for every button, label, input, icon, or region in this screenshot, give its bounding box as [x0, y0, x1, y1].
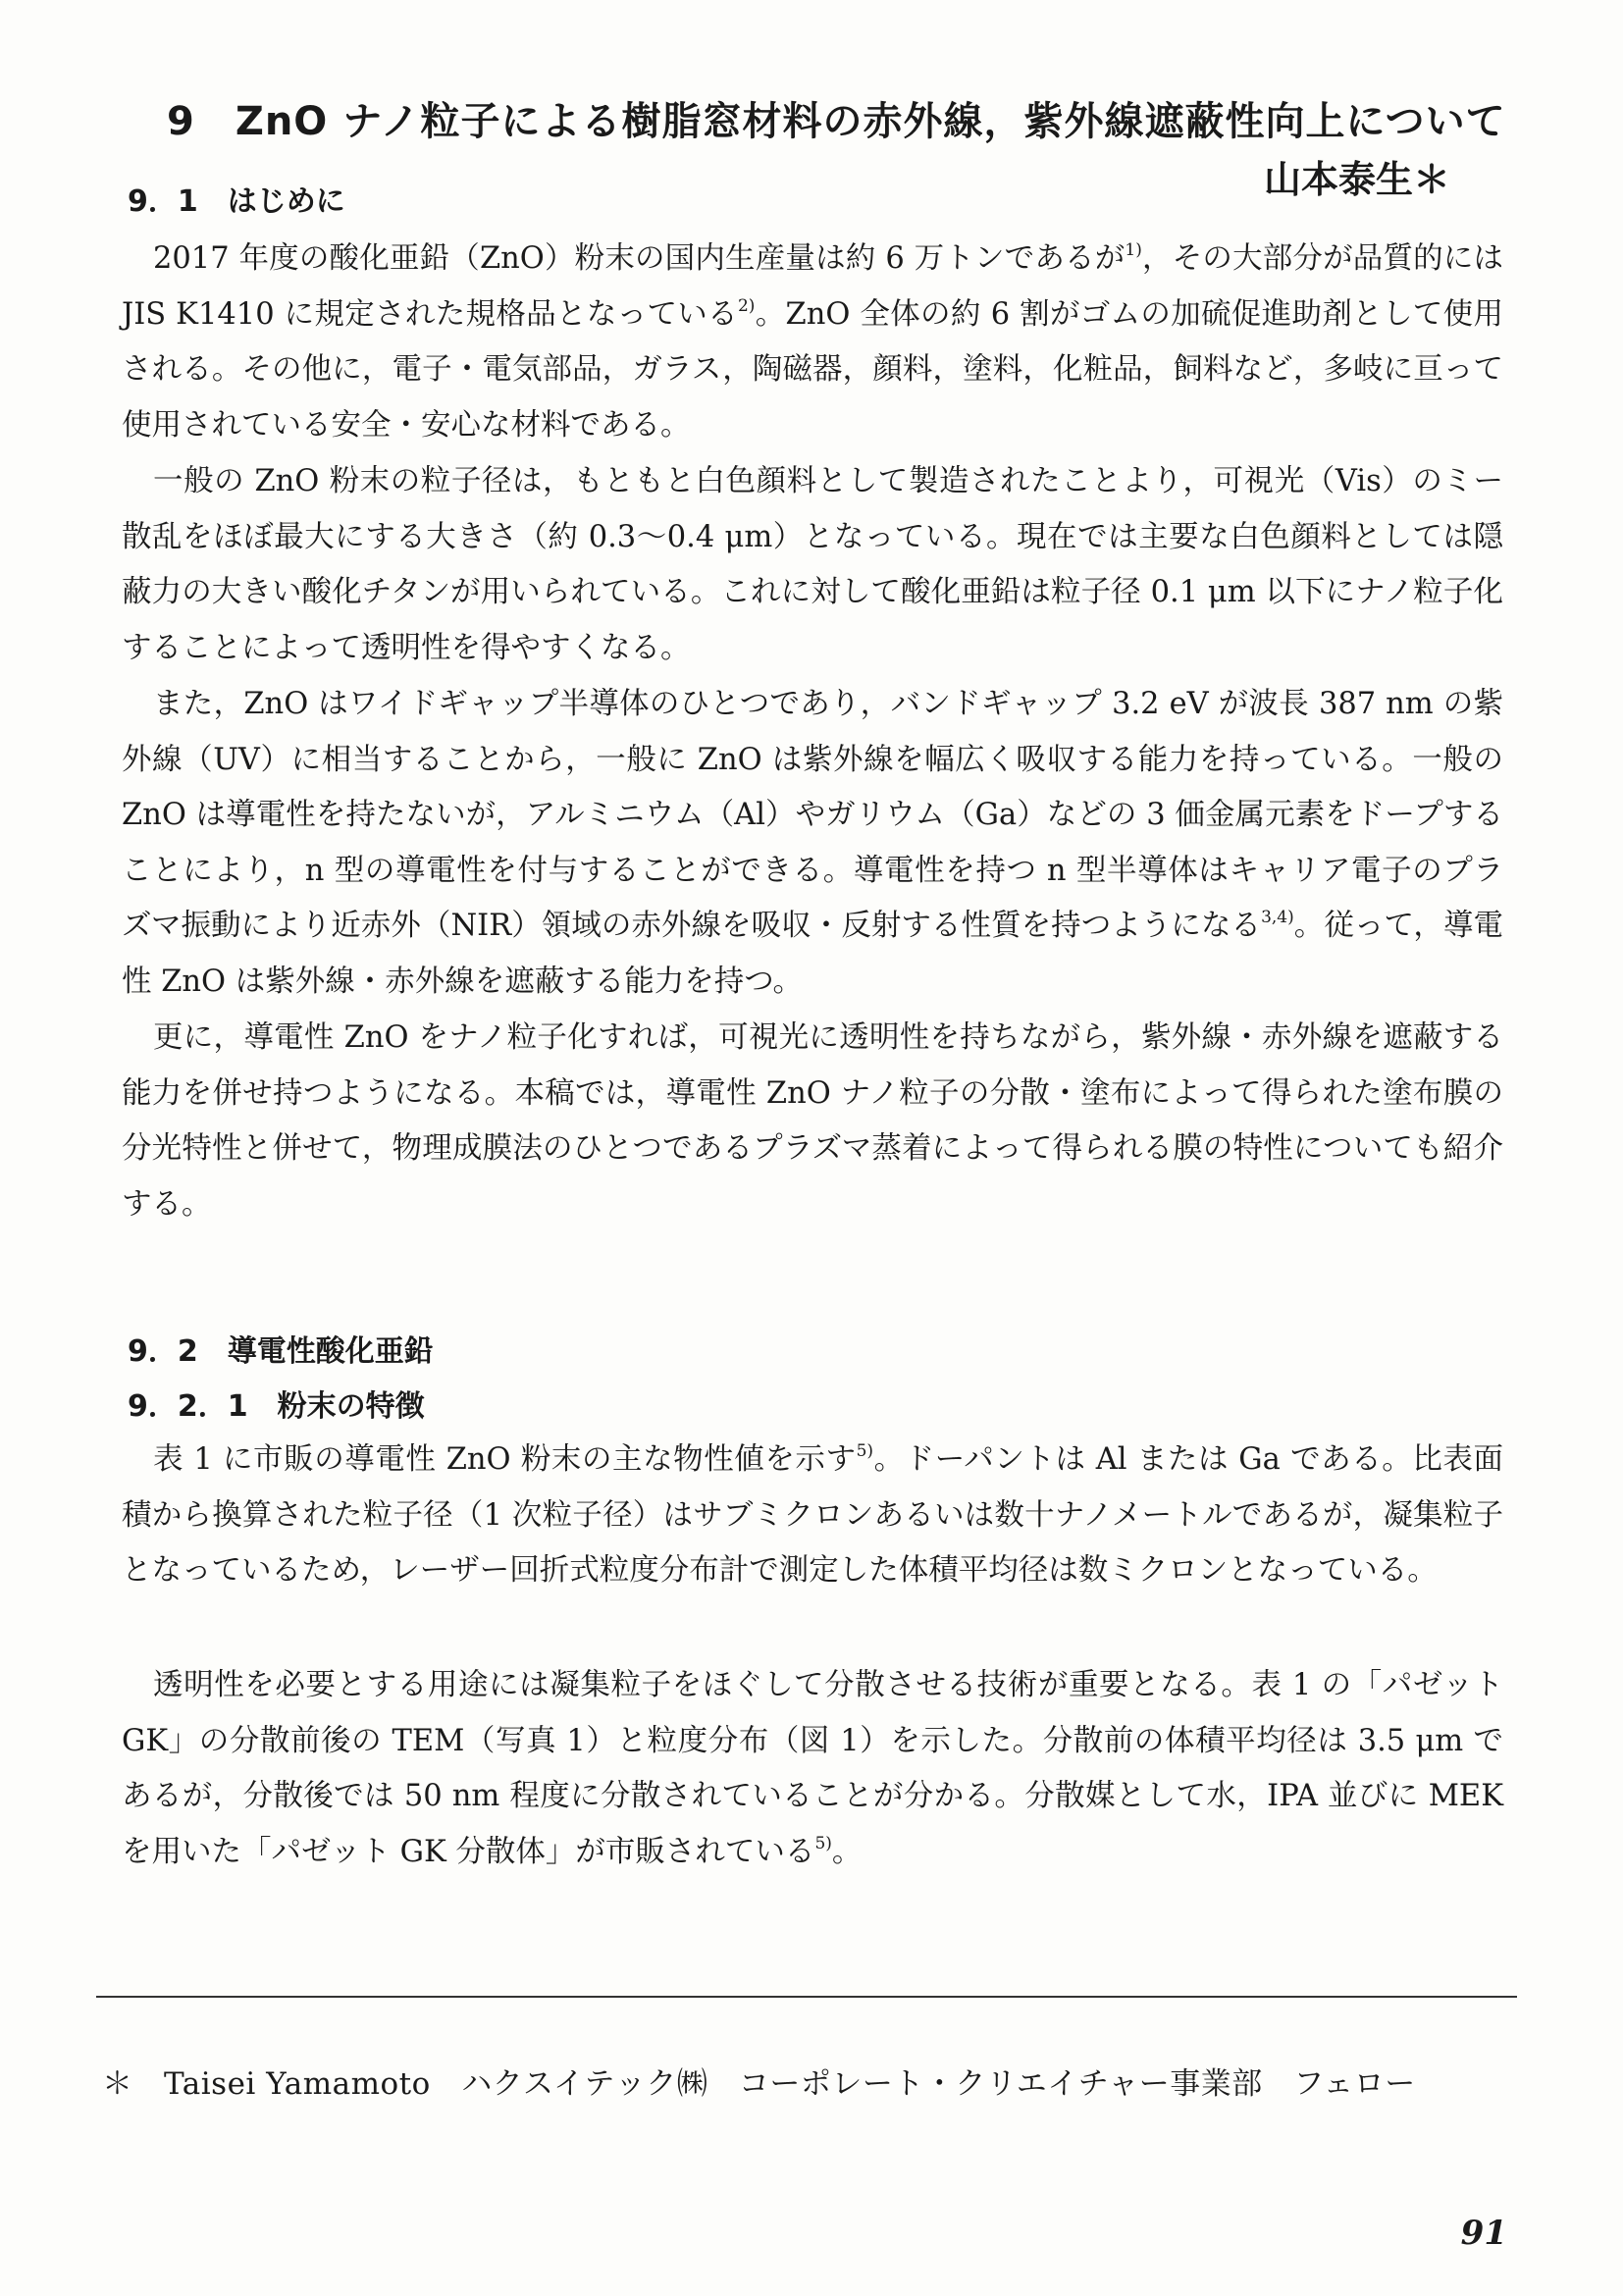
footnote-divider [96, 1996, 1517, 1998]
text-segment: 。従って，導電性 ZnO は紫外線・赤外線を遮蔽する能力を持つ。 [122, 909, 1503, 999]
reference-marker: 1) [1125, 240, 1142, 260]
powder-paragraph-1 [122, 1433, 1503, 1599]
author-footnote: ＊ Taisei Yamamoto ハクスイテック㈱ コーポレート・クリエイチャー事業部 フェロー [102, 2066, 1416, 2102]
text-segment: 。ZnO 全体の約 6 割がゴムの加硫促進助剤として使用される。その他に，電子・電気部品，ガラス，陶磁器，顔料，塗料，化粧品，飼料など，多岐に亘って使用されている安全・安心な材料である。 [122, 296, 1503, 443]
section-heading-intro: 9．1 はじめに [128, 184, 345, 219]
text-segment: 表 1 に市販の導電性 ZnO 粉末の主な物性値を示す [153, 1442, 857, 1477]
author-name: 山本泰生＊ [1263, 157, 1450, 201]
reference-marker: 2) [737, 295, 756, 316]
chapter-title: 9 ZnO ナノ粒子による樹脂窓材料の赤外線，紫外線遮蔽性向上について [167, 99, 1506, 144]
subsection-heading-powder: 9．2．1 粉末の特徴 [128, 1389, 425, 1424]
intro-paragraph-1 [122, 232, 1503, 453]
reference-marker: 3,4) [1261, 908, 1294, 927]
text-segment: また，ZnO はワイドギャップ半導体のひとつであり，バンドギャップ 3.2 eV が波長 387 nm の紫外線（UV）に相当することから，一般に ZnO は紫外線を幅広く吸収する能力を持っている。一般の ZnO は導電性を持たないが，アルミニウム（Al）やガリウム（Ga）などの 3 価金属元素をドープすることにより，n 型の導電性を付与することができる。導電性を持つ n 型半導体はキャリア電子のプラズマ振動により近赤外（NIR）領域の赤外線を吸収・反射する性質を持つようになる [122, 687, 1503, 943]
text-segment: 。ドーパントは Al または Ga である。比表面積から換算された粒子径（1 次粒子径）はサブミクロンあるいは数十ナノメートルであるが，凝集粒子となっているため，レーザー回折式粒度分布計で測定した体積平均径は数ミクロンとなっている。 [122, 1442, 1503, 1588]
text-segment: 透明性を必要とする用途には凝集粒子をほぐして分散させる技術が重要となる。表 1 の「パゼット GK」の分散前後の TEM（写真 1）と粒度分布（図 1）を示した。分散前の体積平均径は 3.5 μm であるが，分散後では 50 nm 程度に分散されていることが分かる。分散媒として水，IPA 並びに MEK を用いた「パゼット GK 分散体」が市販されている [122, 1668, 1503, 1869]
powder-paragraph-2 [122, 1658, 1503, 1880]
text-segment: 2017 年度の酸化亜鉛（ZnO）粉末の国内生産量は約 6 万トンであるが [153, 241, 1126, 276]
intro-paragraph-4: 更に，導電性 ZnO をナノ粒子化すれば，可視光に透明性を持ちながら，紫外線・赤外線を遮蔽する能力を併せ持つようになる。本稿では，導電性 ZnO ナノ粒子の分散・塗布によって得られた塗布膜の分光特性と併せて，物理成膜法のひとつであるプラズマ蒸着によって得られる膜の特性についても紹介する。 [122, 1020, 1503, 1222]
text-segment: ，その大部分が品質的には JIS K1410 に規定された規格品となっている [122, 241, 1503, 332]
page-number: 91 [1460, 2214, 1507, 2253]
reference-marker: 5) [814, 1833, 832, 1853]
intro-paragraph-3 [122, 677, 1503, 1010]
reference-marker: 5) [856, 1441, 874, 1461]
section-heading-conductive-zno: 9．2 導電性酸化亜鉛 [128, 1334, 434, 1369]
intro-paragraph-2: 一般の ZnO 粉末の粒子径は，もともと白色顔料として製造されたことより，可視光（Vis）のミー散乱をほぼ最大にする大きさ（約 0.3〜0.4 μm）となっている。現在では主要な白色顔料としては隠蔽力の大きい酸化チタンが用いられている。これに対して酸化亜鉛は粒子径 0.1 μm 以下にナノ粒子化することによって透明性を得やすくなる。 [122, 464, 1503, 665]
text-segment: 。 [831, 1834, 863, 1869]
